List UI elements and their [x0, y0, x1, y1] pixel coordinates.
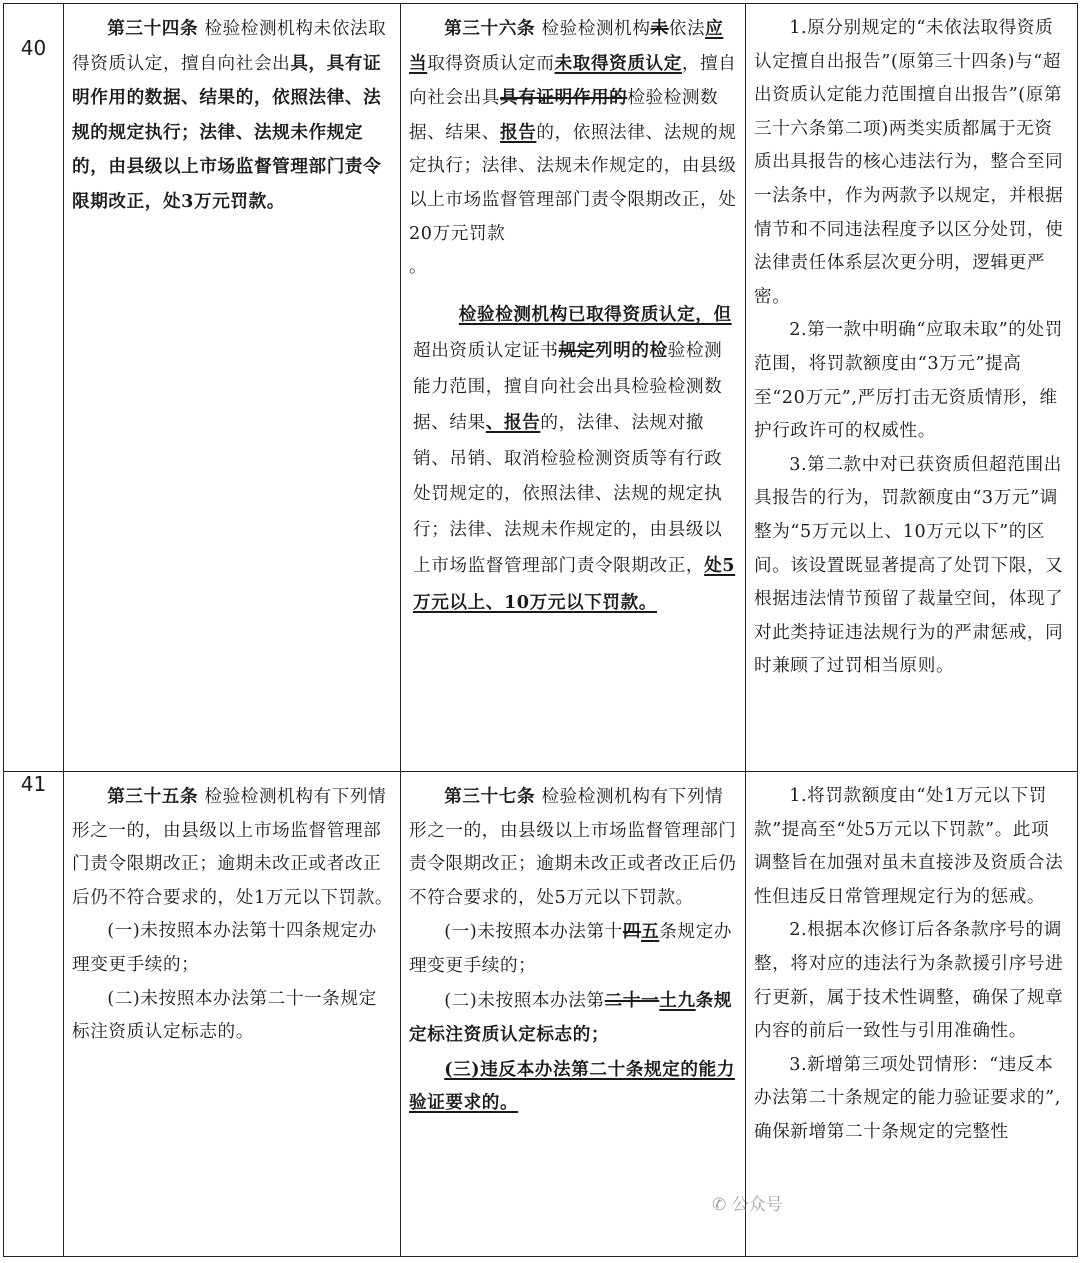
- old-provision-text: 第三十五条 检验检测机构有下列情形之一的，由县级以上市场监督管理部门责令限期改正；逾期未改正或者改正后仍不符合要求的，处1万元以下罚款。: [72, 786, 394, 908]
- table-row: [4, 772, 1078, 1257]
- new-provision-cell: [401, 772, 746, 1257]
- article-title: 第三十六条: [444, 18, 536, 39]
- new-provision-text: 第三十七条 检验检测机构有下列情形之一的，由县级以上市场监督管理部门责令限期改正；逾期未改正或者改正后仍不符合要求的，处5万元以下罚款。: [409, 786, 737, 908]
- article-title: 第三十四条: [107, 18, 199, 39]
- note-item: 1.将罚款额度由“处1万元以下罚款”提高至“处5万元以下罚款”。此项调整旨在加强对虽未直接涉及资质合法性但违反日常管理规定行为的惩戒。: [754, 786, 1064, 907]
- note-item: 3.新增第三项处罚情形：“违反本办法第二十条规定的能力验证要求的”,确保新增第二十条规定的完整性: [754, 1054, 1061, 1142]
- row-number: 40: [4, 4, 64, 772]
- note-item: 1.原分别规定的“未依法取得资质认定擅自出报告”(原第三十四条)与“超出资质认定能力范围擅自出报告”(原第三十六条第二项)两类实质都属于无资质出具报告的核心违法行为，整合至同一法条中，作为两款予以规定，并根据情节和不同违法程度予以区分处罚，使法律责任体系层次更分明，逻辑更严密。: [754, 18, 1064, 307]
- new-provision-cell: [401, 4, 746, 772]
- article-title: 第三十七条: [444, 786, 536, 807]
- row-number: 41: [4, 772, 64, 1257]
- old-item: (一)未按照本办法第十四条规定办理变更手续的；: [72, 921, 377, 975]
- revision-notes-cell: [746, 4, 1078, 772]
- note-item: 2.根据本次修订后各条款序号的调整，将对应的违法行为条款援引序号进行更新，属于技术性调整，确保了规章内容的前后一致性与引用准确性。: [754, 920, 1064, 1042]
- revision-notes-cell: [746, 772, 1078, 1257]
- comparison-table: [3, 3, 1078, 1257]
- article-title: 第三十五条: [107, 786, 199, 807]
- old-provision-text: 第三十四条 检验检测机构未依法取得资质认定，擅自向社会出具，具有证明作用的数据、结果的，依照法律、法规的规定执行；法律、法规未作规定的，由县级以上市场监督管理部门责令限期改正，处3万元罚款。: [72, 18, 387, 212]
- note-item: 3.第二款中对已获资质但超范围出具报告的行为，罚款额度由“3万元”调整为“5万元以上、10万元以下”的区间。该设置既显著提高了处罚下限，又根据违法情节预留了裁量空间，体现了对此类持证违法规行为的严肃惩戒，同时兼顾了过罚相当原则。: [754, 454, 1064, 677]
- new-item: (一)未按照本办法第十四五条规定办理变更手续的；: [409, 921, 733, 976]
- watermark: ✆ 公众号: [712, 1195, 783, 1215]
- table-row: [4, 4, 1078, 772]
- new-item: (二)未按照本办法第二十一土九条规定标注资质认定标志的；: [409, 989, 733, 1046]
- new-provision-text: 第三十六条 检验检测机构未依法应当取得资质认定而未取得资质认定，擅自向社会出具具有证明作用的检验检测数据、结果、报告的，依照法律、法规的规定执行；法律、法规未作规定的，由县级以上市场监督管理部门责令限期改正，处20万元罚款 。: [409, 18, 737, 278]
- old-item: (二)未按照本办法第二十一条规定标注资质认定标志的。: [72, 988, 377, 1043]
- wechat-icon: ✆: [712, 1195, 727, 1215]
- old-provision-cell: [64, 772, 401, 1257]
- new-item: (三)违反本办法第二十条规定的能力验证要求的。: [409, 1058, 735, 1114]
- old-provision-cell: [64, 4, 401, 772]
- new-provision-text-2: 检验检测机构已取得资质认定，但超出资质认定证书规定列明的检验检测能力范围，擅自向社会出具检验检测数据、结果、报告的，法律、法规对撤销、吊销、取消检验检测资质等有行政处罚规定的，依照法律、法规的规定执行；法律、法规未作规定的，由县级以上市场监督管理部门责令限期改正，处5万元以上、10万元以下罚款。: [413, 303, 736, 613]
- note-item: 2.第一款中明确“应取未取”的处罚范围，将罚款额度由“3万元”提高至“20万元”,严厉打击无资质情形，维护行政许可的权威性。: [754, 320, 1063, 442]
